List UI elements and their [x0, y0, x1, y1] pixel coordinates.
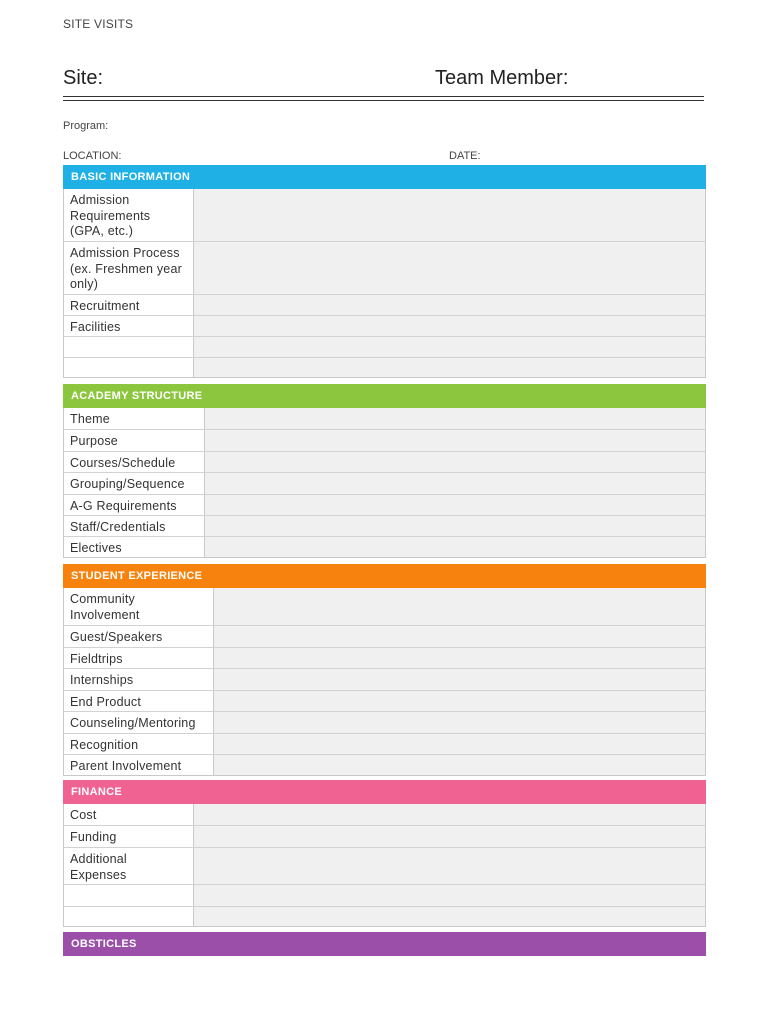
row-value-field[interactable]	[214, 712, 705, 733]
table-row	[64, 754, 705, 775]
row-value-field[interactable]	[205, 473, 705, 494]
table-row	[64, 294, 705, 315]
row-label: Cost	[64, 804, 194, 825]
section-finance	[63, 780, 706, 927]
table-row	[64, 711, 705, 733]
row-value-field[interactable]	[194, 358, 705, 377]
row-value-field[interactable]	[205, 452, 705, 472]
row-value-field[interactable]	[194, 907, 705, 926]
table-row	[64, 625, 705, 647]
row-value-field[interactable]	[194, 189, 705, 241]
table-row	[64, 241, 705, 294]
row-label	[64, 337, 194, 357]
row-value-field[interactable]	[194, 316, 705, 336]
date-label: DATE:	[449, 150, 481, 162]
row-label: Counseling/Mentoring	[64, 712, 214, 733]
team-member-label: Team Member:	[435, 67, 569, 89]
row-label: Admission Process (ex. Freshmen year only)	[64, 242, 194, 294]
table-row	[64, 515, 705, 536]
table-row	[64, 588, 705, 625]
location-label: LOCATION:	[63, 150, 122, 162]
section-header-academy-structure: ACADEMY STRUCTURE	[63, 384, 706, 408]
row-label: Staff/Credentials	[64, 516, 205, 536]
row-label: Additional Expenses	[64, 848, 194, 884]
table-row	[64, 429, 705, 451]
table-row	[64, 408, 705, 429]
site-label: Site:	[63, 67, 104, 89]
basic-information-table	[63, 189, 706, 378]
academy-structure-table	[63, 408, 706, 558]
row-value-field[interactable]	[194, 885, 705, 906]
section-header-student-experience: STUDENT EXPERIENCE	[63, 564, 706, 588]
table-row	[64, 315, 705, 336]
row-label: Admission Requirements (GPA, etc.)	[64, 189, 194, 241]
section-student-experience	[63, 564, 706, 776]
row-label: Recognition	[64, 734, 214, 754]
section-header-basic-information: BASIC INFORMATION	[63, 165, 706, 189]
row-label: Recruitment	[64, 295, 194, 315]
row-value-field[interactable]	[194, 848, 705, 884]
row-value-field[interactable]	[194, 295, 705, 315]
table-row	[64, 847, 705, 884]
row-value-field[interactable]	[205, 408, 705, 429]
row-label: Guest/Speakers	[64, 626, 214, 647]
table-row	[64, 189, 705, 241]
row-value-field[interactable]	[205, 430, 705, 451]
table-row	[64, 536, 705, 557]
row-label	[64, 358, 194, 377]
section-basic-information	[63, 165, 706, 378]
row-label: Funding	[64, 826, 194, 847]
table-row	[64, 668, 705, 690]
table-row	[64, 494, 705, 515]
row-label: Internships	[64, 669, 214, 690]
table-row	[64, 472, 705, 494]
row-value-field[interactable]	[214, 648, 705, 668]
row-value-field[interactable]	[194, 337, 705, 357]
section-header-finance: FINANCE	[63, 780, 706, 804]
student-experience-table	[63, 588, 706, 776]
section-obstacles	[63, 932, 706, 956]
title-rule-bottom	[63, 100, 704, 101]
table-row	[64, 690, 705, 711]
row-value-field[interactable]	[205, 537, 705, 557]
table-row	[64, 647, 705, 668]
row-label: Community Involvement	[64, 588, 214, 625]
row-label: Facilities	[64, 316, 194, 336]
row-label: A-G Requirements	[64, 495, 205, 515]
table-row	[64, 357, 705, 377]
row-value-field[interactable]	[205, 516, 705, 536]
row-label: Grouping/Sequence	[64, 473, 205, 494]
row-value-field[interactable]	[194, 804, 705, 825]
table-row	[64, 906, 705, 926]
section-header-obstacles: OBSTICLES	[63, 932, 706, 956]
row-label: Fieldtrips	[64, 648, 214, 668]
row-label: Electives	[64, 537, 205, 557]
document-header-label: SITE VISITS	[63, 17, 134, 31]
row-label: Courses/Schedule	[64, 452, 205, 472]
table-row	[64, 804, 705, 825]
row-value-field[interactable]	[214, 626, 705, 647]
row-value-field[interactable]	[194, 242, 705, 294]
row-value-field[interactable]	[194, 826, 705, 847]
row-value-field[interactable]	[214, 669, 705, 690]
row-label	[64, 885, 194, 906]
table-row	[64, 733, 705, 754]
row-value-field[interactable]	[214, 734, 705, 754]
table-row	[64, 336, 705, 357]
row-label	[64, 907, 194, 926]
row-value-field[interactable]	[214, 588, 705, 625]
row-label: Purpose	[64, 430, 205, 451]
row-value-field[interactable]	[205, 495, 705, 515]
row-value-field[interactable]	[214, 755, 705, 775]
table-row	[64, 884, 705, 906]
row-label: End Product	[64, 691, 214, 711]
table-row	[64, 825, 705, 847]
table-row	[64, 451, 705, 472]
row-value-field[interactable]	[214, 691, 705, 711]
row-label: Theme	[64, 408, 205, 429]
program-label: Program:	[63, 120, 109, 132]
row-label: Parent Involvement	[64, 755, 214, 775]
finance-table	[63, 804, 706, 927]
section-academy-structure	[63, 384, 706, 558]
title-rule-top	[63, 96, 704, 97]
